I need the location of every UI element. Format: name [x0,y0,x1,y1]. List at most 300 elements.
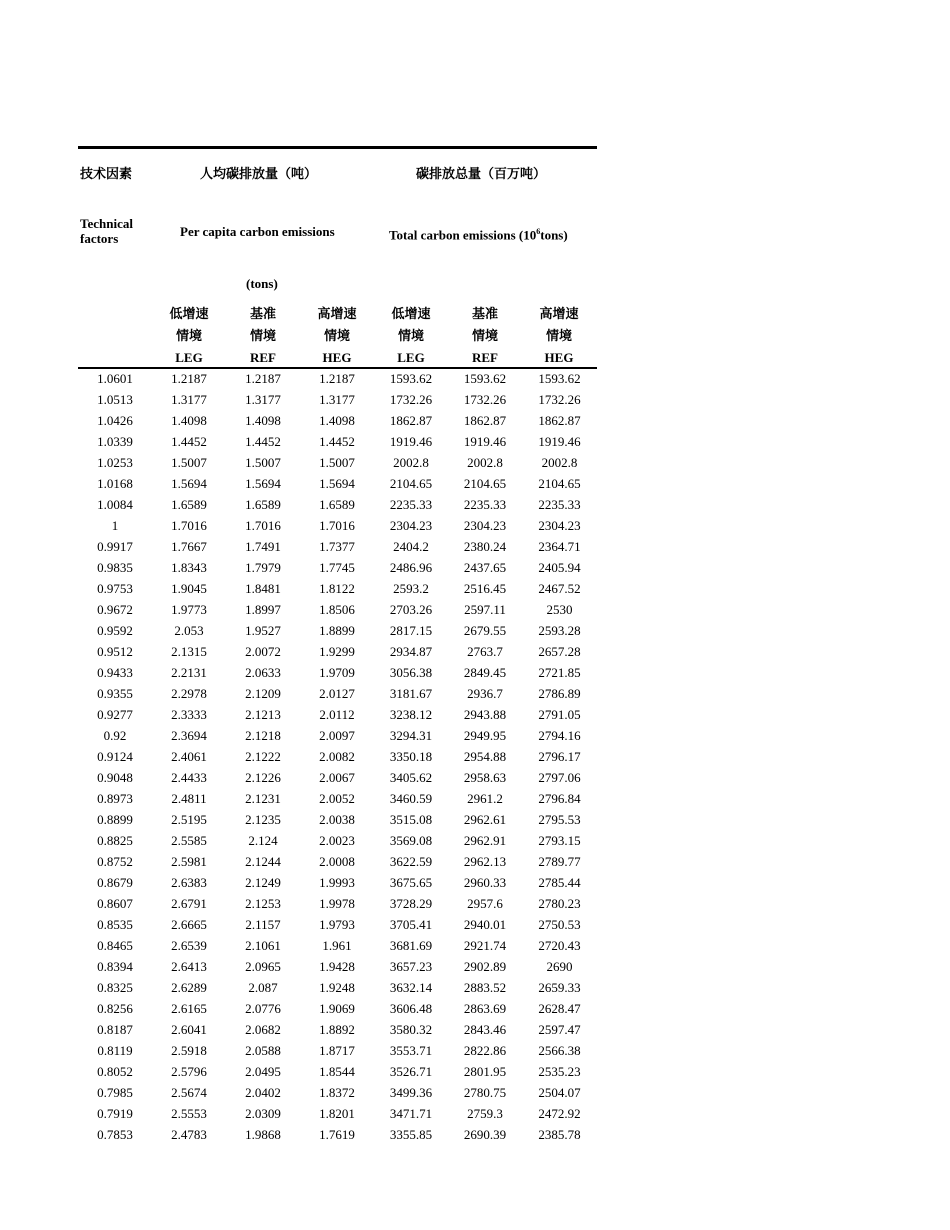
table-cell: 3675.65 [389,875,433,890]
table-row [78,872,597,893]
table-cell: 3238.12 [389,707,433,722]
table-cell: 0.8825 [97,833,133,848]
scenario-header [300,304,374,369]
table-row [78,494,597,515]
table-cell: 1.7377 [319,539,355,554]
table-cell: 1.9045 [171,581,207,596]
table-cell: 2679.55 [463,623,507,638]
table-cell: 0.8465 [97,938,133,953]
table-cell: 3705.41 [389,917,433,932]
table-cell: 2535.23 [538,1064,581,1079]
table-cell: 2385.78 [538,1127,581,1142]
table-cell: 3056.38 [389,665,433,680]
table-cell: 0.8256 [97,1001,133,1016]
table-cell: 2883.52 [463,980,507,995]
table-cell: 2.0072 [245,644,281,659]
table-cell: 2.3694 [171,728,207,743]
table-cell: 2659.33 [538,980,581,995]
table-row [78,599,597,620]
table-cell: 2801.95 [463,1064,507,1079]
table-cell: 1.8343 [171,560,207,575]
scenario-cn-line2: 情境 [545,328,572,344]
table-cell: 2789.77 [538,854,581,869]
table-cell: 2530 [546,602,573,617]
table-cell: 2.6289 [171,980,207,995]
table-cell: 2104.65 [389,476,433,491]
table-cell: 2.1244 [245,854,281,869]
table-cell: 1.8506 [319,602,355,617]
table-row [78,620,597,641]
header-tech-en-2: factors [80,231,119,246]
table-cell: 2863.69 [463,1001,507,1016]
table-cell: 1593.62 [463,371,507,386]
table-cell: 2949.95 [463,728,507,743]
scenario-cn-line1: 高增速 [317,307,357,322]
table-cell: 1.0253 [97,455,133,470]
table-cell: 2921.74 [463,938,507,953]
header-total-en-sup: 6 [536,227,541,236]
scenario-header [374,304,448,369]
table-cell: 0.9277 [97,707,133,722]
table-cell: 2304.23 [538,518,581,533]
table-cell: 2958.63 [463,770,507,785]
table-cell: 1.9709 [319,665,355,680]
table-cell: 3728.29 [389,896,433,911]
table-cell: 2.5585 [171,833,207,848]
table-cell: 1.5694 [319,476,355,491]
table-cell: 2690.39 [463,1127,507,1142]
table-cell: 1593.62 [389,371,433,386]
table-row [78,641,597,662]
table-cell: 1.7016 [319,518,355,533]
table-cell: 2.1253 [245,896,281,911]
table-cell: 2364.71 [538,539,581,554]
table-cell: 1.7979 [245,560,281,575]
table-cell: 2404.2 [393,539,429,554]
table-cell: 1.8481 [245,581,281,596]
table-cell: 1.6589 [171,497,207,512]
scenario-header [522,304,596,369]
table-cell: 0.9672 [97,602,133,617]
table-row [78,788,597,809]
table-cell: 1.7667 [171,539,207,554]
table-cell: 3294.31 [389,728,433,743]
table-cell: 2.5918 [171,1043,207,1058]
table-cell: 2785.44 [538,875,581,890]
table-row [78,515,597,536]
table-cell: 0.9048 [97,770,133,785]
scenario-cn-line2: 情境 [175,328,202,344]
table-cell: 1.8201 [319,1106,355,1121]
table-row [78,557,597,578]
table-cell: 2962.61 [463,812,507,827]
table-row [78,704,597,725]
table-cell: 2593.28 [538,623,581,638]
table-cell: 0.8607 [97,896,133,911]
table-cell: 1593.62 [538,371,581,386]
table-cell: 2.3333 [171,707,207,722]
table-cell: 2780.75 [463,1085,507,1100]
scenario-code: LEG [397,350,425,365]
header-tech-cn: 技术因素 [80,167,133,182]
table-cell: 2703.26 [389,602,433,617]
table-cell: 2.4811 [171,791,207,806]
table-cell: 2.1249 [245,875,281,890]
table-cell: 0.8394 [97,959,133,974]
table-cell: 3569.08 [389,833,433,848]
table-cell: 0.8752 [97,854,133,869]
scenario-cn-line2: 情境 [249,328,276,344]
table-cell: 1862.87 [389,413,433,428]
table-cell: 2.0023 [319,833,355,848]
table-cell: 2797.06 [538,770,581,785]
table-cell: 2786.89 [538,686,581,701]
table-cell: 1.4452 [171,434,207,449]
table-top-rule [78,146,597,149]
scenario-header [152,304,226,369]
table-row [78,389,597,410]
table-cell: 1.0084 [97,497,133,512]
table-row [78,1082,597,1103]
scenario-code: HEG [322,350,352,365]
table-cell: 2.4783 [171,1127,207,1142]
table-cell: 3405.62 [389,770,433,785]
scenario-code: HEG [544,350,574,365]
table-cell: 2.087 [248,980,278,995]
table-cell: 1.7491 [245,539,281,554]
table-row [78,1103,597,1124]
table-row [78,746,597,767]
table-cell: 2.1222 [245,749,281,764]
table-cell: 1.3177 [171,392,207,407]
table-cell: 2.0067 [319,770,355,785]
table-cell: 1.9527 [245,623,281,638]
table-cell: 2.124 [248,833,278,848]
table-cell: 2.0776 [245,1001,281,1016]
scenario-code: REF [250,350,276,365]
table-cell: 0.8679 [97,875,133,890]
table-cell: 2.0127 [319,686,355,701]
table-cell: 1.8997 [245,602,281,617]
table-cell: 2.1231 [245,791,281,806]
table-cell: 0.7919 [97,1106,133,1121]
table-cell: 1.9993 [319,875,355,890]
table-cell: 2720.43 [538,938,581,953]
header-total-en-pre: Total carbon emissions (10 [389,227,537,243]
table-cell: 2795.53 [538,812,581,827]
table-cell: 2.1235 [245,812,281,827]
header-percap-cn: 人均碳排放量（吨） [200,167,318,182]
table-cell: 0.9592 [97,623,133,638]
scenario-cn-line1: 低增速 [391,307,431,322]
header-percap-unit: (tons) [246,276,278,291]
table-cell: 1.5007 [319,455,355,470]
table-cell: 2597.47 [538,1022,581,1037]
table-cell: 2936.7 [467,686,503,701]
table-cell: 2750.53 [538,917,581,932]
table-cell: 2.4433 [171,770,207,785]
scenario-code: REF [472,350,498,365]
scenario-cn-line1: 高增速 [539,307,579,322]
table-cell: 2.6539 [171,938,207,953]
table-cell: 2235.33 [538,497,581,512]
table-cell: 0.9753 [97,581,133,596]
table-cell: 2472.92 [538,1106,581,1121]
table-cell: 1.3177 [319,392,355,407]
table-cell: 1.9248 [319,980,355,995]
table-cell: 2.0633 [245,665,281,680]
table-cell: 0.9124 [97,749,133,764]
scenario-cn-line1: 基准 [471,307,498,322]
table-cell: 2902.89 [463,959,507,974]
table-cell: 2796.84 [538,791,581,806]
table-cell: 2940.01 [463,917,507,932]
table-cell: 1.0513 [97,392,133,407]
table-cell: 1.9773 [171,602,207,617]
table-cell: 3515.08 [389,812,433,827]
table-cell: 2593.2 [393,581,429,596]
table-cell: 2304.23 [389,518,433,533]
table-row [78,473,597,494]
table-cell: 1.9978 [319,896,355,911]
header-total-en-post: tons) [540,227,568,243]
table-cell: 2960.33 [463,875,507,890]
table-cell: 2957.6 [467,896,503,911]
table-cell: 1.9069 [319,1001,355,1016]
table-cell: 2943.88 [463,707,507,722]
table-row [78,851,597,872]
table-row [78,809,597,830]
table-cell: 1.9793 [319,917,355,932]
table-cell: 2.0052 [319,791,355,806]
table-cell: 0.8119 [97,1043,133,1058]
table-cell: 3499.36 [389,1085,433,1100]
table-cell: 2961.2 [467,791,503,806]
table-cell: 1.0339 [97,434,133,449]
table-cell: 2780.23 [538,896,581,911]
table-cell: 2793.15 [538,833,581,848]
table-cell: 1.7619 [319,1127,355,1142]
table-cell: 2.5981 [171,854,207,869]
table-cell: 2791.05 [538,707,581,722]
table-cell: 1.8899 [319,623,355,638]
table-cell: 2628.47 [538,1001,581,1016]
table-cell: 2.6413 [171,959,207,974]
table-row [78,410,597,431]
table-cell: 1.2187 [319,371,355,386]
table-cell: 1732.26 [538,392,581,407]
table-cell: 1.0426 [97,413,133,428]
table-cell: 2.6041 [171,1022,207,1037]
table-cell: 2002.8 [541,455,578,470]
table-cell: 2405.94 [538,560,581,575]
table-cell: 1.4098 [171,413,207,428]
table-cell: 2.6165 [171,1001,207,1016]
table-cell: 2437.65 [463,560,507,575]
table-cell: 1.9428 [319,959,355,974]
table-cell: 3471.71 [389,1106,433,1121]
table-cell: 2.6665 [171,917,207,932]
table-cell: 2962.13 [463,854,507,869]
table-cell: 2.6791 [171,896,207,911]
table-cell: 2.5796 [171,1064,207,1079]
table-cell: 2.1209 [245,686,281,701]
table-cell: 2.0588 [245,1043,281,1058]
table-cell: 2794.16 [538,728,581,743]
table-row [78,1040,597,1061]
table-cell: 1.5007 [171,455,207,470]
table-cell: 0.9835 [97,560,133,575]
table-cell: 2.2978 [171,686,207,701]
table-cell: 1.8372 [319,1085,355,1100]
table-cell: 1.6589 [245,497,281,512]
table-cell: 2817.15 [389,623,433,638]
table-cell: 2516.45 [463,581,507,596]
table-cell: 2962.91 [463,833,507,848]
table-row [78,956,597,977]
table-cell: 3350.18 [389,749,433,764]
scenario-cn-line1: 基准 [249,307,276,322]
table-cell: 3355.85 [389,1127,433,1142]
table-cell: 1.4098 [245,413,281,428]
table-cell: 2104.65 [463,476,507,491]
table-row [78,725,597,746]
table-cell: 1.7016 [245,518,281,533]
table-cell: 2.0682 [245,1022,281,1037]
scenario-header [226,304,300,369]
table-cell: 2843.46 [463,1022,507,1037]
table-cell: 1.8892 [319,1022,355,1037]
table-cell: 1.8122 [319,581,355,596]
table-cell: 1.7745 [319,560,355,575]
table-cell: 1862.87 [538,413,581,428]
scenario-cn-line1: 低增速 [169,307,209,322]
table-cell: 2763.7 [467,644,503,659]
table-cell: 1 [111,518,119,533]
table-cell: 2.2131 [171,665,207,680]
table-row [78,977,597,998]
table-cell: 1.9299 [319,644,355,659]
table-cell: 2.0038 [319,812,355,827]
table-cell: 2.5195 [171,812,207,827]
table-cell: 1.9868 [245,1127,281,1142]
table-cell: 0.7853 [97,1127,133,1142]
table-cell: 0.9917 [97,539,133,554]
table-row [78,452,597,473]
table-cell: 3681.69 [389,938,433,953]
table-cell: 1.2187 [245,371,281,386]
table-row [78,893,597,914]
table-cell: 2486.96 [389,560,433,575]
scenario-header [448,304,522,369]
table-cell: 0.9433 [97,665,133,680]
table-cell: 2954.88 [463,749,507,764]
table-cell: 2304.23 [463,518,507,533]
scenario-code: LEG [175,350,203,365]
table-cell: 1.0168 [97,476,133,491]
table-cell: 0.8973 [97,791,133,806]
table-body [78,368,597,1145]
table-row [78,767,597,788]
table-cell: 2002.8 [467,455,503,470]
table-cell: 1.3177 [245,392,281,407]
table-cell: 0.8187 [97,1022,133,1037]
table-cell: 2597.11 [464,602,506,617]
table-cell: 2235.33 [389,497,433,512]
table-cell: 3622.59 [389,854,433,869]
table-cell: 1.4098 [319,413,355,428]
table-row [78,1061,597,1082]
table-cell: 0.8535 [97,917,133,932]
table-cell: 1919.46 [389,434,433,449]
scenario-cn-line2: 情境 [471,328,498,344]
table-cell: 3553.71 [389,1043,433,1058]
table-cell: 2.1315 [171,644,207,659]
table-cell: 2.1061 [245,938,281,953]
table-cell: 1.961 [322,938,352,953]
table-row [78,830,597,851]
table-cell: 2796.17 [538,749,581,764]
table-cell: 3632.14 [389,980,433,995]
table-cell: 2504.07 [538,1085,581,1100]
table-cell: 1.5694 [171,476,207,491]
table-cell: 3181.67 [389,686,433,701]
table-cell: 2.0309 [245,1106,281,1121]
table-cell: 2.6383 [171,875,207,890]
table-cell: 2.4061 [171,749,207,764]
table-cell: 2.053 [174,623,204,638]
scenario-cn-line2: 情境 [323,328,350,344]
table-cell: 1919.46 [538,434,581,449]
table-cell: 0.92 [103,728,127,743]
table-cell: 2.1157 [245,917,281,932]
table-cell: 1.5694 [245,476,281,491]
table-row [78,998,597,1019]
table-cell: 3580.32 [389,1022,433,1037]
table-cell: 3606.48 [389,1001,433,1016]
header-tech-en-1: Technical [80,216,133,231]
table-cell: 0.9355 [97,686,133,701]
table-cell: 0.8899 [97,812,133,827]
table-cell: 1862.87 [463,413,507,428]
table-cell: 2467.52 [538,581,581,596]
table-row [78,683,597,704]
table-row [78,368,597,389]
header-percap-en: Per capita carbon emissions [180,224,335,239]
table-cell: 3657.23 [389,959,433,974]
table-cell: 1.4452 [319,434,355,449]
table-row [78,578,597,599]
table-row [78,662,597,683]
table-cell: 2690 [546,959,573,974]
table-row [78,1019,597,1040]
table-cell: 2.5674 [171,1085,207,1100]
table-cell: 1732.26 [463,392,507,407]
table-cell: 0.8052 [97,1064,133,1079]
table-cell: 2380.24 [463,539,507,554]
table-cell: 2849.45 [463,665,507,680]
table-row [78,431,597,452]
table-row [78,935,597,956]
header-total-cn: 碳排放总量（百万吨） [416,167,547,182]
table-cell: 2002.8 [393,455,429,470]
table-cell: 1.6589 [319,497,355,512]
table-cell: 2822.86 [463,1043,507,1058]
table-cell: 2.5553 [171,1106,207,1121]
table-cell: 3460.59 [389,791,433,806]
table-cell: 3526.71 [389,1064,433,1079]
table-cell: 2657.28 [538,644,581,659]
